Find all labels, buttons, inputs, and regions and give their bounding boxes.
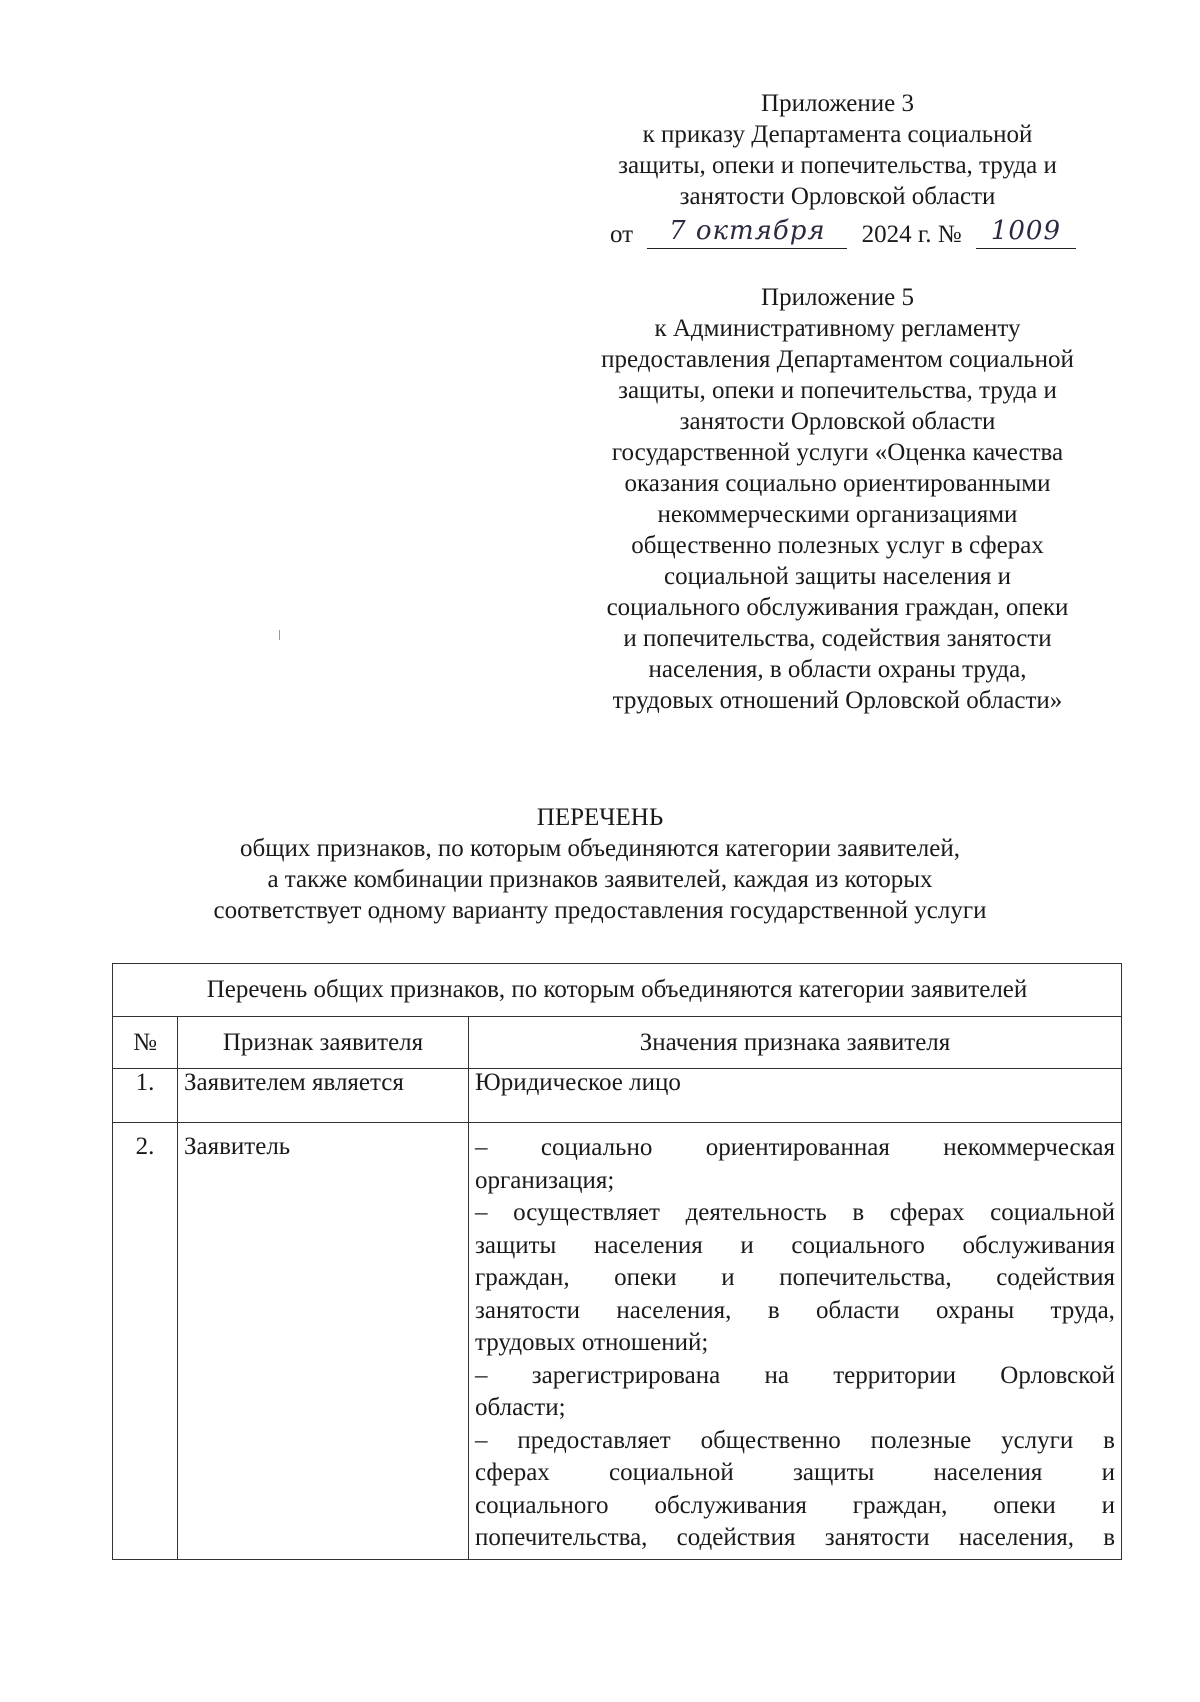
value-word: социально bbox=[540, 1134, 653, 1161]
value-word: труда, bbox=[1050, 1296, 1115, 1324]
value-word: полезные bbox=[870, 1426, 972, 1454]
date-prefix: от bbox=[610, 221, 634, 248]
value-line bbox=[475, 1327, 1115, 1360]
value-word: территории bbox=[833, 1361, 956, 1389]
appendix-5-line: государственной услуги «Оценка качества bbox=[611, 439, 1064, 466]
order-date-row bbox=[610, 218, 1076, 252]
value-word: опеки bbox=[614, 1264, 677, 1291]
value-line bbox=[475, 1132, 1115, 1165]
value-word: Орловской bbox=[1000, 1361, 1115, 1389]
row-feature: Заявителем является bbox=[178, 1069, 469, 1123]
value-word: попечительства, bbox=[779, 1264, 952, 1291]
appendix-3-line: занятости Орловской области bbox=[679, 183, 996, 210]
appendix-5-line: и попечительства, содействия занятости bbox=[623, 625, 1052, 652]
value-word: на bbox=[764, 1361, 789, 1389]
title-line: соответствует одному варианту предоставления государственной услуги bbox=[213, 897, 987, 924]
appendix-5-line: предоставления Департаментом социальной bbox=[601, 346, 1074, 373]
value-word: в bbox=[852, 1199, 865, 1226]
value-word: граждан, bbox=[475, 1264, 570, 1291]
value-word: сферах bbox=[475, 1459, 550, 1486]
value-word: – bbox=[475, 1361, 488, 1389]
value-word: населения bbox=[593, 1231, 703, 1259]
title-line: общих признаков, по которым объединяются категории заявителей, bbox=[240, 835, 960, 862]
title-heading: ПЕРЕЧЕНЬ bbox=[536, 804, 664, 831]
value-word: социальной bbox=[990, 1199, 1115, 1226]
value-word: предоставляет bbox=[517, 1426, 671, 1454]
value-word: охраны bbox=[935, 1296, 1015, 1324]
appendix-5-header bbox=[565, 282, 1110, 716]
date-field bbox=[647, 218, 847, 249]
value-line bbox=[475, 1230, 1115, 1263]
row-value: Юридическое лицо bbox=[469, 1069, 1122, 1123]
column-header-feature: Признак заявителя bbox=[178, 1017, 469, 1069]
value-word: населения, bbox=[958, 1524, 1074, 1551]
value-word: занятости bbox=[475, 1296, 580, 1324]
value-word: занятости bbox=[824, 1524, 930, 1551]
value-word: обслуживания bbox=[654, 1491, 807, 1519]
appendix-5-line: трудовых отношений Орловской области» bbox=[612, 687, 1063, 714]
value-line bbox=[475, 1295, 1115, 1328]
value-line bbox=[475, 1392, 1115, 1425]
value-word: осуществляет bbox=[513, 1199, 660, 1226]
table-caption: Перечень общих признаков, по которым объединяются категории заявителей bbox=[113, 964, 1122, 1017]
value-word: обслуживания bbox=[962, 1231, 1115, 1259]
column-header-number: № bbox=[113, 1017, 178, 1069]
value-line-text: организация; bbox=[475, 1166, 615, 1194]
appendix-3-line: Приложение 3 bbox=[761, 90, 914, 117]
value-line bbox=[475, 1522, 1115, 1555]
value-word: попечительства, bbox=[475, 1524, 648, 1551]
value-word: ориентированная bbox=[705, 1134, 890, 1161]
value-word: в bbox=[767, 1296, 780, 1324]
value-word: защиты bbox=[793, 1459, 875, 1486]
value-line bbox=[475, 1457, 1115, 1490]
title-line: а также комбинации признаков заявителей, каждая из которых bbox=[267, 866, 933, 893]
row-feature: Заявитель bbox=[178, 1123, 469, 1560]
scan-mark bbox=[279, 630, 280, 640]
number-field bbox=[976, 218, 1076, 249]
document-title bbox=[140, 802, 1060, 926]
value-word: граждан, bbox=[852, 1491, 948, 1519]
value-line bbox=[475, 1262, 1115, 1295]
appendix-5-line: населения, в области охраны труда, bbox=[648, 656, 1027, 683]
value-line bbox=[475, 1425, 1115, 1458]
value-word: деятельность bbox=[685, 1199, 827, 1226]
appendix-5-line: некоммерческими организациями bbox=[657, 501, 1018, 528]
value-line bbox=[475, 1165, 1115, 1198]
value-word: социального bbox=[475, 1491, 609, 1519]
appendix-3-line: защиты, опеки и попечительства, труда и bbox=[618, 152, 1057, 179]
appendix-5-line: социального обслуживания граждан, опеки bbox=[606, 594, 1069, 621]
handwritten-date: 7 октября bbox=[669, 216, 826, 246]
value-line bbox=[475, 1360, 1115, 1393]
value-word: и bbox=[740, 1231, 754, 1259]
value-word: некоммерческая bbox=[943, 1134, 1115, 1161]
value-word: содействия bbox=[676, 1524, 796, 1551]
value-word: области bbox=[816, 1296, 900, 1324]
appendix-5-line: оказания социально ориентированными bbox=[624, 470, 1051, 497]
appendix-5-line: социальной защиты населения и bbox=[663, 563, 1012, 590]
value-word: зарегистрирована bbox=[531, 1361, 721, 1389]
value-line bbox=[475, 1490, 1115, 1523]
table-row bbox=[113, 1069, 1122, 1123]
value-word: сферах bbox=[889, 1199, 965, 1226]
value-word: и bbox=[1101, 1491, 1115, 1519]
value-word: содействия bbox=[996, 1264, 1115, 1291]
appendix-5-line: Приложение 5 bbox=[761, 284, 914, 311]
value-word: – bbox=[475, 1426, 488, 1454]
value-word: общественно bbox=[700, 1426, 841, 1454]
row-number: 1. bbox=[113, 1069, 178, 1123]
value-word: социального bbox=[791, 1231, 925, 1259]
value-word: услуги bbox=[1001, 1426, 1074, 1454]
appendix-3-line: к приказу Департамента социальной bbox=[642, 121, 1033, 148]
value-word: опеки bbox=[993, 1491, 1056, 1519]
value-word: населения bbox=[933, 1459, 1043, 1486]
value-word: населения, bbox=[616, 1296, 732, 1324]
value-line-text: трудовых отношений; bbox=[475, 1329, 709, 1356]
value-word: защиты bbox=[475, 1231, 557, 1259]
value-line-text: области; bbox=[475, 1394, 566, 1421]
value-word: и bbox=[721, 1264, 735, 1291]
criteria-table bbox=[112, 963, 1122, 1560]
row-number: 2. bbox=[113, 1123, 178, 1560]
appendix-5-line: к Административному регламенту bbox=[654, 315, 1021, 342]
value-word: в bbox=[1103, 1426, 1115, 1454]
appendix-5-line: общественно полезных услуг в сферах bbox=[631, 532, 1044, 559]
handwritten-number: 1009 bbox=[990, 216, 1061, 246]
table-row bbox=[113, 1123, 1122, 1560]
appendix-5-line: защиты, опеки и попечительства, труда и bbox=[618, 377, 1057, 404]
year-and-number-label: 2024 г. № bbox=[861, 221, 962, 248]
row-values bbox=[469, 1123, 1122, 1560]
value-line bbox=[475, 1197, 1115, 1230]
value-word: – bbox=[475, 1199, 488, 1226]
value-word: социальной bbox=[609, 1459, 734, 1486]
value-word: и bbox=[1101, 1459, 1115, 1486]
appendix-5-line: занятости Орловской области bbox=[679, 408, 996, 435]
value-word: в bbox=[1103, 1524, 1115, 1551]
appendix-3-header bbox=[565, 88, 1110, 212]
value-word: – bbox=[475, 1134, 488, 1161]
column-header-values: Значения признака заявителя bbox=[469, 1017, 1122, 1069]
